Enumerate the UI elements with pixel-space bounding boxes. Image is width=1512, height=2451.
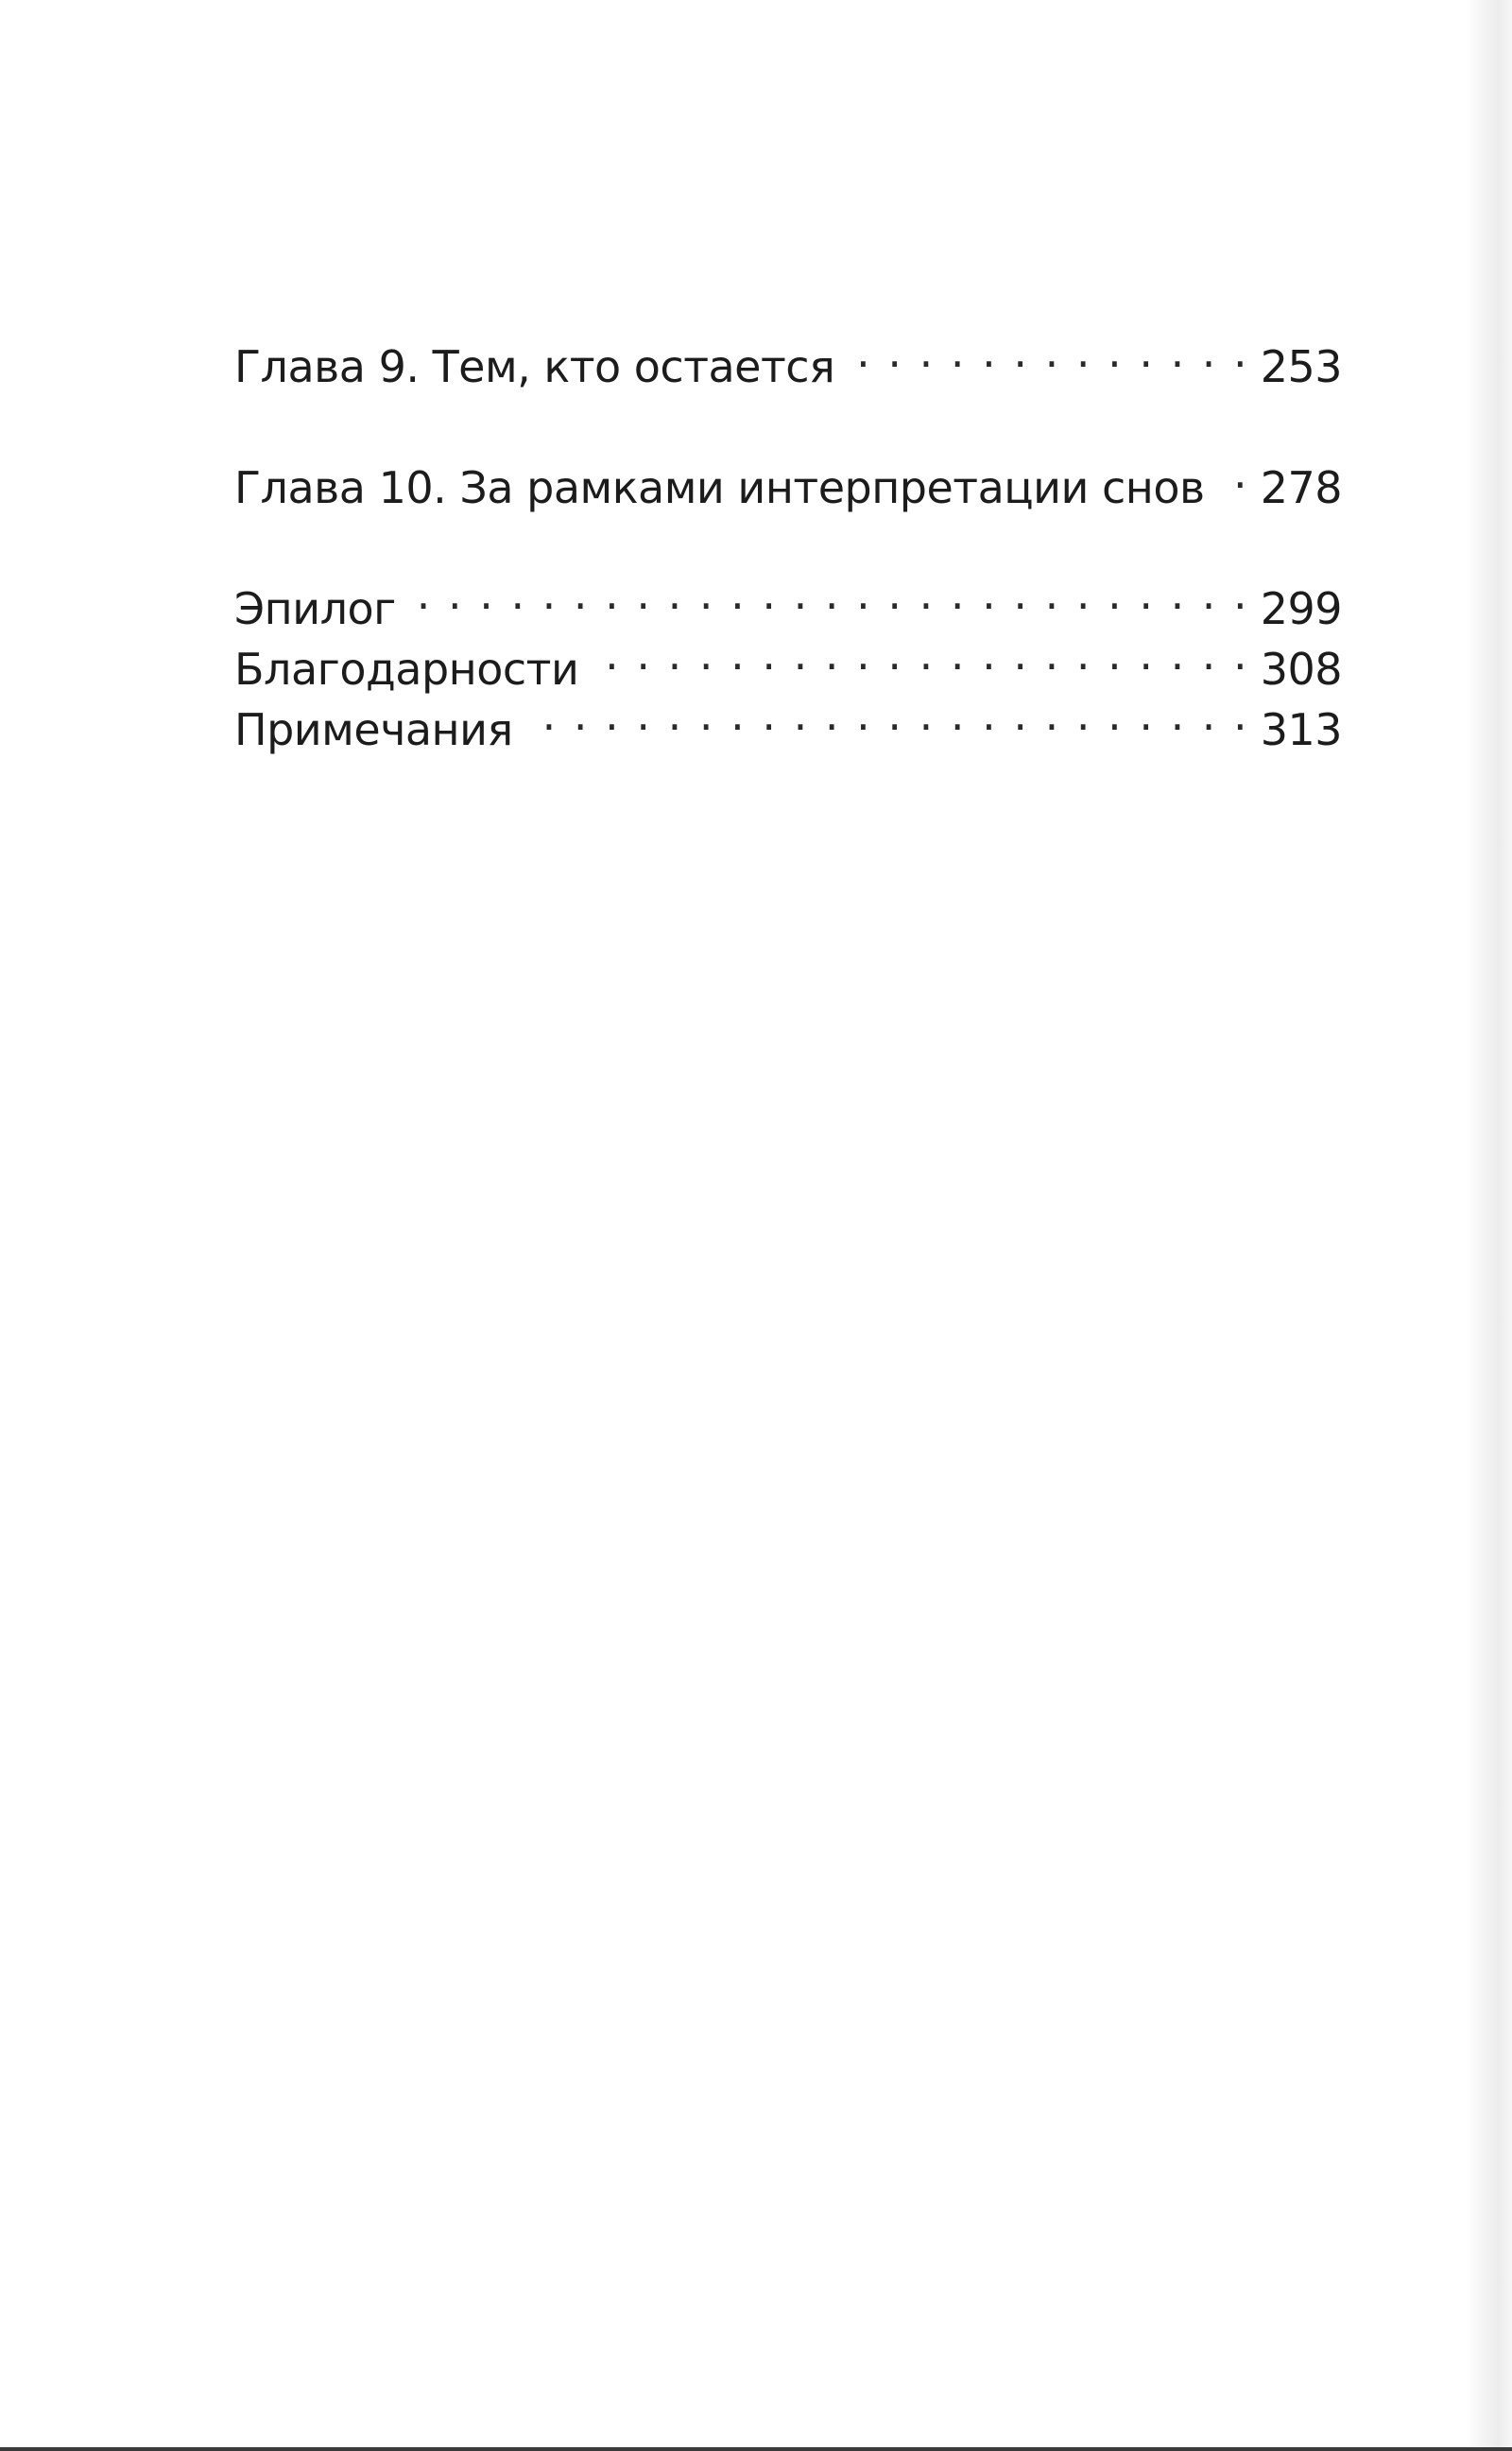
toc-entry-title: Глава 10. За рамками интерпретации снов	[234, 462, 1205, 513]
toc-entry-title: Глава 9. Тем, кто остается	[234, 341, 835, 392]
table-of-contents	[234, 321, 1342, 755]
toc-entry-epilogue	[234, 563, 1342, 634]
toc-entry-title: Эпилог	[234, 583, 396, 634]
dot-leader	[1214, 442, 1249, 503]
dot-leader	[523, 684, 1249, 745]
dot-leader	[588, 624, 1248, 684]
toc-entry-chapter-9	[234, 321, 1342, 392]
page-bottom-edge	[0, 2447, 1512, 2451]
toc-entry-page: 278	[1260, 462, 1342, 513]
toc-entry-title: Примечания	[234, 704, 513, 755]
toc-entry-page: 308	[1260, 644, 1342, 695]
toc-entry-page: 313	[1260, 704, 1342, 755]
toc-entry-chapter-10	[234, 442, 1342, 513]
toc-entry-page: 299	[1260, 583, 1342, 634]
dot-leader	[405, 563, 1249, 624]
page-gutter-shadow	[1467, 0, 1512, 2451]
toc-entry-title: Благодарности	[234, 644, 579, 695]
toc-entry-page: 253	[1260, 341, 1342, 392]
toc-entry-acknowledgements	[234, 624, 1342, 695]
dot-leader	[844, 321, 1248, 382]
